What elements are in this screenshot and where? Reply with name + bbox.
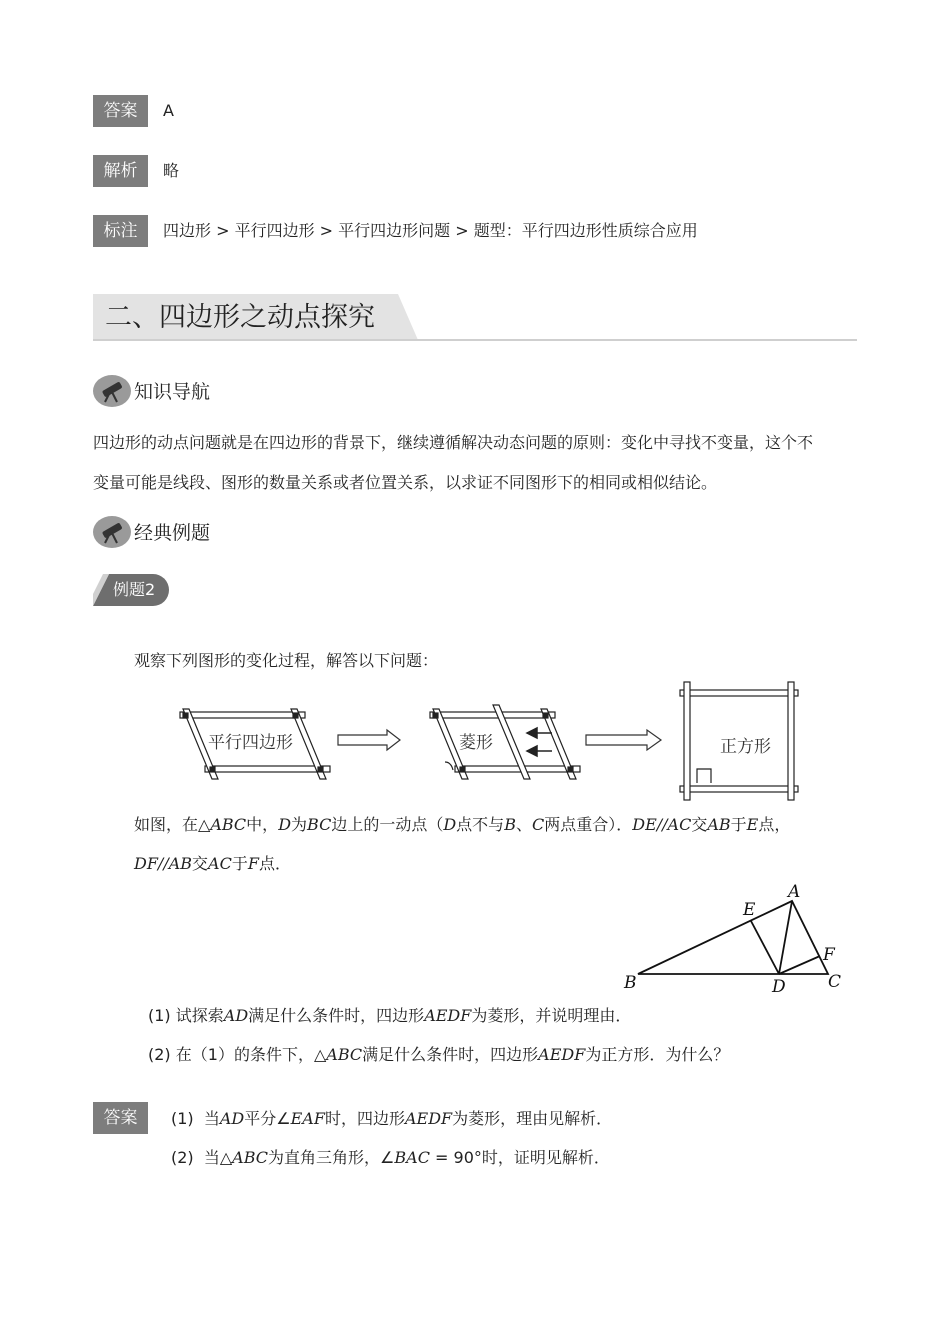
vertex-label-f: F <box>823 945 835 965</box>
arrow-right-icon <box>338 730 400 750</box>
telescope-icon <box>93 375 131 407</box>
answer-tag: 答案 <box>93 95 148 127</box>
vertex-label-c: C <box>828 972 842 992</box>
rhombus-figure <box>430 705 580 779</box>
knowledge-line-2: 变量可能是线段、图形的数量关系或者位置关系，以求证不同图形下的相同或相似结论。 <box>93 473 718 492</box>
answer-line-2: (2) 当△ABC为直角三角形，∠BAC = 90°时，证明见解析． <box>171 1148 610 1167</box>
question-2: (2) 在（1）的条件下，△ABC满足什么条件时，四边形AEDF为正方形．为什么？ <box>148 1045 730 1064</box>
vertex-label-d: D <box>772 977 786 997</box>
answer-value: A <box>163 101 174 120</box>
knowledge-heading: 知识导航 <box>134 381 211 403</box>
question-1: (1) 试探索AD满足什么条件时，四边形AEDF为菱形，并说明理由． <box>148 1006 632 1025</box>
examples-heading: 经典例题 <box>134 522 211 544</box>
vertex-label-e: E <box>743 900 756 920</box>
arrow-left-icon <box>527 728 552 756</box>
example-badge-label: 例题2 <box>113 580 156 599</box>
section-title: 二、四边形之动点探究 <box>105 302 375 333</box>
answer-line-1: (1) 当AD平分∠EAF时，四边形AEDF为菱形，理由见解析． <box>171 1109 613 1128</box>
problem-statement-line-1: 如图，在△ABC中，D为BC边上的一动点（D点不与B、C两点重合）．DE//AC交AB于E点， <box>134 815 791 834</box>
knowledge-line-1: 四边形的动点问题就是在四边形的背景下，继续遵循解决动态问题的原则：变化中寻找不变量，这个不 <box>93 433 814 452</box>
label-breadcrumb: 四边形 > 平行四边形 > 平行四边形问题 > 题型：平行四边形性质综合应用 <box>163 221 698 240</box>
arrow-right-icon <box>586 730 661 750</box>
example-intro: 观察下列图形的变化过程，解答以下问题： <box>134 651 439 670</box>
analysis-tag: 解析 <box>93 155 148 187</box>
telescope-icon <box>93 516 131 548</box>
triangle-figure <box>618 880 850 998</box>
shape-transformation-figure <box>175 675 815 805</box>
vertex-label-b: B <box>624 973 637 993</box>
section-divider <box>93 339 857 341</box>
analysis-value: 略 <box>163 161 180 180</box>
label-tag: 标注 <box>93 215 148 247</box>
square-label: 正方形 <box>720 737 771 757</box>
rhombus-label: 菱形 <box>459 733 493 753</box>
problem-statement-line-2: DF//AB交AC于F点． <box>134 854 291 873</box>
answer-tag-2: 答案 <box>93 1102 148 1134</box>
parallelogram-label: 平行四边形 <box>208 733 293 753</box>
vertex-label-a: A <box>788 882 801 902</box>
